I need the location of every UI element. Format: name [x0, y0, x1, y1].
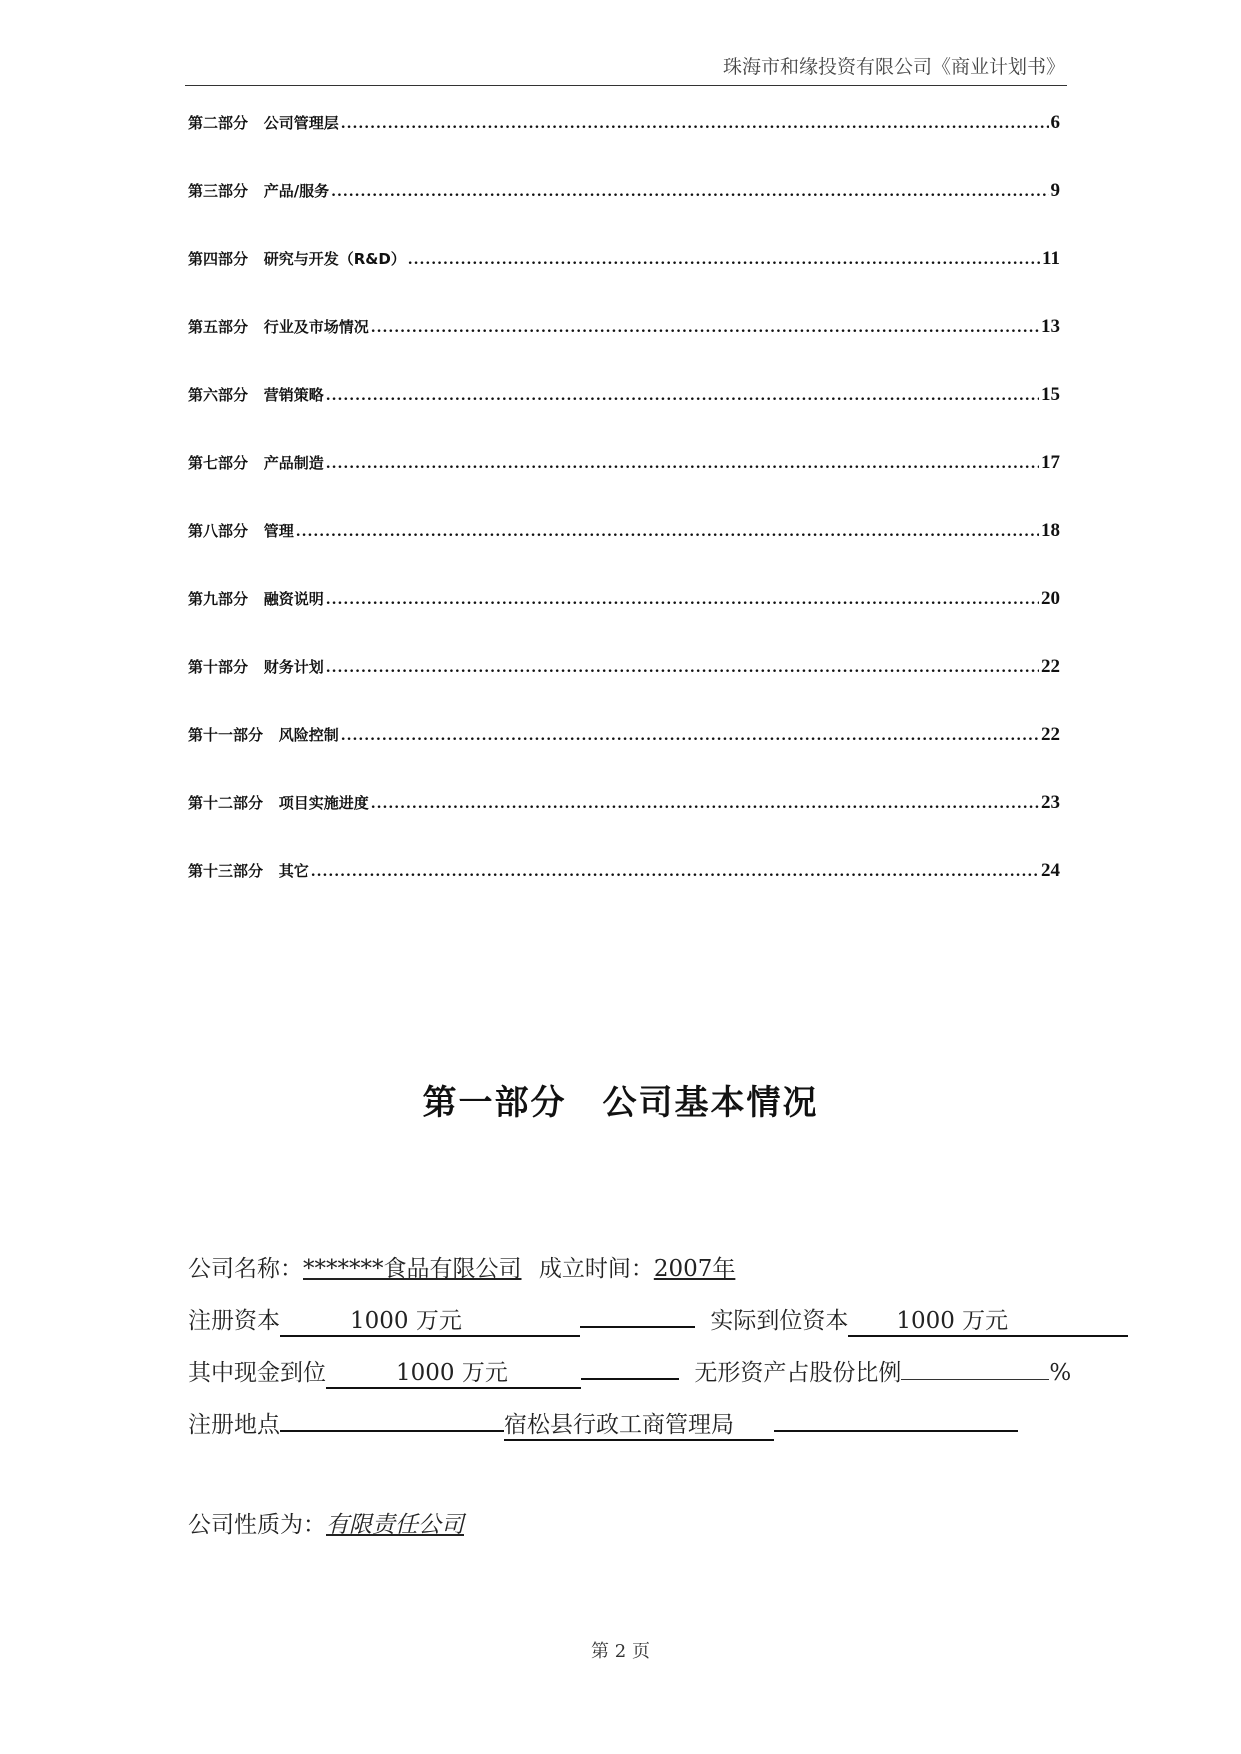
toc-leader — [331, 184, 1048, 200]
toc-page-number: 24 — [1041, 860, 1060, 881]
reg-place-row — [188, 1406, 1018, 1441]
toc-title: 产品制造 — [263, 454, 324, 472]
toc-leader — [326, 592, 1039, 608]
toc-entry[interactable] — [188, 316, 1060, 384]
toc-part: 第十二部分 — [188, 794, 264, 812]
toc-title: 财务计划 — [263, 658, 324, 676]
toc-entry[interactable] — [188, 180, 1060, 248]
toc-title: 行业及市场情况 — [263, 318, 369, 336]
toc-leader — [408, 252, 1040, 268]
toc-page-number: 23 — [1041, 792, 1060, 813]
toc-title: 营销策略 — [263, 386, 324, 404]
toc-leader — [371, 320, 1039, 336]
toc-page-number: 22 — [1041, 724, 1060, 745]
toc-part: 第十三部分 — [188, 862, 264, 880]
toc-part: 第十部分 — [188, 658, 249, 676]
toc-leader — [341, 728, 1039, 744]
toc-part: 第八部分 — [188, 522, 249, 540]
toc-leader — [326, 456, 1039, 472]
toc-entry[interactable] — [188, 520, 1060, 588]
toc-leader — [371, 796, 1039, 812]
toc-part: 第三部分 — [188, 182, 249, 200]
reg-capital-label: 注册资本 — [188, 1308, 280, 1334]
toc-entry[interactable] — [188, 588, 1060, 656]
toc-title: 管理 — [263, 522, 294, 540]
cash-value: 1000 万元 — [326, 1354, 581, 1389]
toc-part: 第二部分 — [188, 114, 249, 132]
intangible-unit: % — [1049, 1360, 1072, 1386]
toc-title: 融资说明 — [263, 590, 324, 608]
page-header: 珠海市和缘投资有限公司《商业计划书》 — [722, 56, 1065, 78]
toc-part: 第九部分 — [188, 590, 249, 608]
founded-value: 2007年 — [653, 1256, 736, 1282]
toc-leader — [296, 524, 1039, 540]
page-number: 第 2 页 — [591, 1641, 650, 1662]
company-name-value: *******食品有限公司 — [303, 1256, 522, 1282]
toc-page-number: 22 — [1041, 656, 1060, 677]
header-rule — [185, 85, 1067, 86]
paid-capital-value: 1000 万元 — [848, 1302, 1128, 1337]
toc-page-number: 17 — [1041, 452, 1060, 473]
reg-place-value: 宿松县行政工商管理局 — [504, 1406, 774, 1441]
intangible-label: 无形资产占股份比例 — [694, 1360, 902, 1386]
toc-leader — [311, 864, 1039, 880]
toc-leader — [326, 660, 1039, 676]
toc-title: 项目实施进度 — [278, 794, 369, 812]
toc-part: 第七部分 — [188, 454, 249, 472]
toc-leader — [341, 116, 1049, 132]
toc-page-number: 20 — [1041, 588, 1060, 609]
toc-title: 研究与开发（R&D） — [263, 250, 406, 268]
toc-entry[interactable] — [188, 860, 1060, 928]
toc-entry[interactable] — [188, 452, 1060, 520]
nature-value: 有限责任公司 — [326, 1512, 464, 1538]
toc-page-number: 11 — [1042, 248, 1060, 269]
toc-page-number: 9 — [1050, 180, 1060, 201]
toc-title: 产品/服务 — [263, 182, 330, 200]
capital-row — [188, 1302, 1128, 1337]
toc-leader — [326, 388, 1039, 404]
toc-entry[interactable] — [188, 792, 1060, 860]
toc-part: 第四部分 — [188, 250, 249, 268]
company-name-label: 公司名称： — [188, 1256, 303, 1282]
toc-entry[interactable] — [188, 656, 1060, 724]
cash-row — [188, 1354, 1071, 1389]
nature-label: 公司性质为： — [188, 1512, 326, 1538]
toc-entry[interactable] — [188, 384, 1060, 452]
toc-title — [248, 114, 264, 132]
toc-title: 公司管理层 — [263, 114, 339, 132]
reg-place-label: 注册地点 — [188, 1412, 280, 1438]
toc-entry[interactable] — [188, 724, 1060, 792]
toc-page-number: 13 — [1041, 316, 1060, 337]
nature-row — [188, 1506, 464, 1539]
reg-capital-value: 1000 万元 — [280, 1302, 580, 1337]
cash-label: 其中现金到位 — [188, 1360, 326, 1386]
toc-page-number: 18 — [1041, 520, 1060, 541]
toc-part: 第五部分 — [188, 318, 249, 336]
toc-entry[interactable] — [188, 112, 1060, 180]
toc-title: 风险控制 — [278, 726, 339, 744]
toc-page-number: 6 — [1050, 112, 1060, 133]
toc-part: 第六部分 — [188, 386, 249, 404]
toc-page-number: 15 — [1041, 384, 1060, 405]
paid-capital-label: 实际到位资本 — [710, 1308, 849, 1334]
toc-entry[interactable] — [188, 248, 1060, 316]
founded-label: 成立时间： — [538, 1256, 654, 1282]
section-heading: 第一部分 公司基本情况 — [422, 1083, 819, 1123]
toc-part: 第十一部分 — [188, 726, 264, 744]
toc-title: 其它 — [278, 862, 309, 880]
table-of-contents — [188, 112, 1060, 928]
company-name-row — [188, 1250, 735, 1283]
